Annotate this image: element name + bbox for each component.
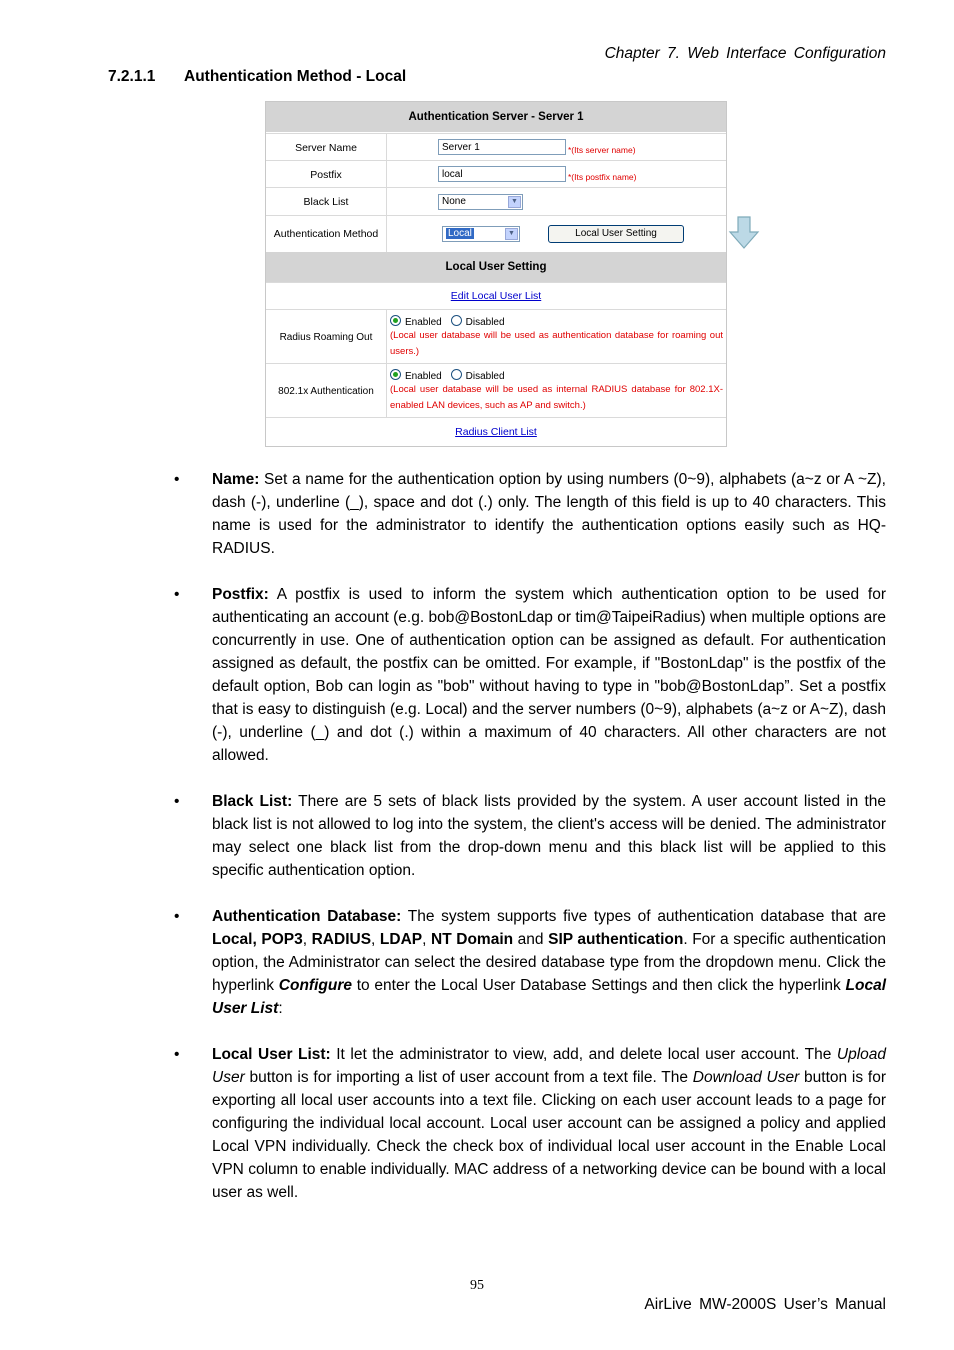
- auth-method-row: [266, 215, 726, 252]
- bullet-text: A postfix is used to inform the system which authentication option to be used for authenticating an account (e.g. bob@BostonLdap or tim@TaipeiRadius) when multiple options are concurrently in use. One of authentication option can be assigned as default. For authentication assigned as default, the postfix can be omitted. For example, if "BostonLdap" is the postfix of the default option, Bob can login as "bob" without having to type in "bob@BostonLdap”. Set a postfix that is easy to distinguish (e.g. Local) and the server numbers (0~9), alphabets (a~z or A~Z), dash (-), underline (_) and dot (.) within a maximum of 40 characters. All other characters are not allowed.: [212, 586, 886, 764]
- radio-disabled-icon[interactable]: [451, 369, 462, 380]
- dot1x-row: [266, 363, 726, 418]
- server-name-label: Server Name: [266, 134, 387, 161]
- bullet-list: [174, 468, 886, 1227]
- page-number: 95: [470, 1278, 484, 1293]
- radius-roaming-disabled: Disabled: [465, 317, 505, 328]
- black-list-select[interactable]: [438, 194, 523, 210]
- bullet-text: . For a specific authentication option, the Administrator can select the desired database type from the dropdown menu. Click the hyperlink: [212, 931, 886, 994]
- radius-roaming-enabled: Enabled: [405, 317, 442, 328]
- postfix-label: Postfix: [266, 161, 387, 188]
- bullet-text: :: [278, 1000, 283, 1017]
- section-title: Authentication Method - Local: [184, 68, 407, 85]
- radius-roaming-label: Radius Roaming Out: [266, 310, 387, 364]
- bullet-text: It let the administrator to view, add, and delete local user account. The: [330, 1046, 837, 1063]
- radio-enabled-icon[interactable]: [390, 315, 401, 326]
- bullet-name: [174, 468, 886, 560]
- bullet-icon: •: [174, 908, 180, 925]
- bullet-text: There are 5 sets of black lists provided by the system. A user account listed in the black list is not allowed to log into the system, the client's access will be denied. The administrator may select one black list from the drop-down menu and this black list will be applied to this specific authentication option.: [212, 793, 887, 879]
- local-user-header: Local User Setting: [266, 252, 726, 282]
- embedded-screenshot: [265, 101, 727, 447]
- bullet-local-user-list: [174, 1043, 886, 1204]
- db-type: Local, POP3: [212, 931, 303, 948]
- bullet-term: Authentication Database:: [212, 908, 402, 925]
- bullet-text: Set a name for the authentication option by using numbers (0~9), alphabets (a~z or A ~Z), dash (-), underline (_), space and dot (.) only. The length of this field is up to 40 characters. This name is used for the administrator to identify the authentication options easily such as HQ-RADIUS.: [212, 471, 886, 557]
- chevron-down-icon: ▼: [508, 196, 521, 208]
- black-list-selected: None: [442, 196, 466, 207]
- bullet-auth-database: [174, 905, 886, 1020]
- dot1x-note: (Local user database will be used as internal RADIUS database for 802.1X-enabled LAN devices, such as AP and switch.): [390, 384, 723, 411]
- postfix-input[interactable]: local: [438, 166, 566, 182]
- bullet-text: ,: [422, 931, 432, 948]
- postfix-row: [266, 160, 726, 188]
- configure-hyperlink-term: Configure: [278, 977, 352, 994]
- bullet-text: to enter the Local User Database Settings and then click the hyperlink: [351, 977, 846, 994]
- postfix-hint: *(Its postfix name): [568, 172, 637, 182]
- bullet-postfix: [174, 583, 886, 767]
- server-header: Authentication Server - Server 1: [266, 102, 726, 132]
- auth-method-selected: Local: [448, 228, 472, 239]
- bullet-text: and: [513, 931, 549, 948]
- bullet-term: Local User List:: [212, 1046, 331, 1063]
- radius-roaming-row: [266, 309, 726, 364]
- bullet-text: ,: [371, 931, 380, 948]
- edit-link-row: [266, 282, 726, 310]
- server-name-input[interactable]: Server 1: [438, 139, 566, 155]
- download-user-term: Download User: [692, 1069, 800, 1086]
- radius-client-list-link[interactable]: Radius Client List: [455, 426, 537, 438]
- dot1x-enabled: Enabled: [405, 371, 442, 382]
- section-heading: [108, 68, 406, 86]
- bullet-text: button is for importing a list of user account from a text file. The: [244, 1069, 693, 1086]
- auth-method-select[interactable]: [442, 226, 520, 242]
- radius-client-row: [266, 417, 726, 446]
- down-arrow-icon: [728, 216, 760, 250]
- bullet-icon: •: [174, 793, 180, 810]
- bullet-black-list: [174, 790, 886, 882]
- bullet-text: button is for exporting all local user accounts into a text file. Clicking on each user account leads to a page for configuring the individual local account. Local user account can be assigned a policy and applied Local VPN individually. Check the check box of individual local user account in the Enable Local VPN column to enable individually. MAC address of a networking device can be bound with a local user as well.: [212, 1069, 886, 1201]
- bullet-term: Black List:: [212, 793, 293, 810]
- bullet-term: Name:: [212, 471, 260, 488]
- bullet-text: ,: [302, 931, 312, 948]
- db-type: NT Domain: [431, 931, 514, 948]
- bullet-icon: •: [174, 1046, 180, 1063]
- bullet-term: Postfix:: [212, 586, 269, 603]
- dot1x-disabled: Disabled: [465, 371, 505, 382]
- db-type: LDAP: [379, 931, 423, 948]
- radius-roaming-note: (Local user database will be used as authentication database for roaming out users.): [390, 330, 723, 357]
- radio-disabled-icon[interactable]: [451, 315, 462, 326]
- db-type: RADIUS: [311, 931, 372, 948]
- local-user-list-hyperlink-term: Local User List: [212, 977, 886, 1017]
- bullet-icon: •: [174, 586, 180, 603]
- server-name-row: [266, 133, 726, 161]
- black-list-row: [266, 187, 726, 216]
- radio-enabled-icon[interactable]: [390, 369, 401, 380]
- server-name-hint: *(Its server name): [568, 145, 636, 155]
- chevron-down-icon: ▼: [505, 228, 518, 240]
- bullet-icon: •: [174, 471, 180, 488]
- footer: AirLive MW-2000S User’s Manual: [644, 1296, 886, 1313]
- db-type: SIP authentication: [548, 931, 684, 948]
- chapter-header: Chapter 7. Web Interface Configuration: [604, 45, 886, 62]
- edit-local-user-list-link[interactable]: Edit Local User List: [450, 290, 542, 302]
- upload-user-term: Upload User: [212, 1046, 886, 1086]
- bullet-text: The system supports five types of authentication database that are: [401, 908, 886, 925]
- auth-method-label: Authentication Method: [266, 216, 387, 252]
- dot1x-label: 802.1x Authentication: [266, 364, 387, 418]
- local-user-setting-button[interactable]: Local User Setting: [548, 225, 684, 243]
- black-list-label: Black List: [266, 188, 387, 216]
- section-number: 7.2.1.1: [108, 68, 156, 85]
